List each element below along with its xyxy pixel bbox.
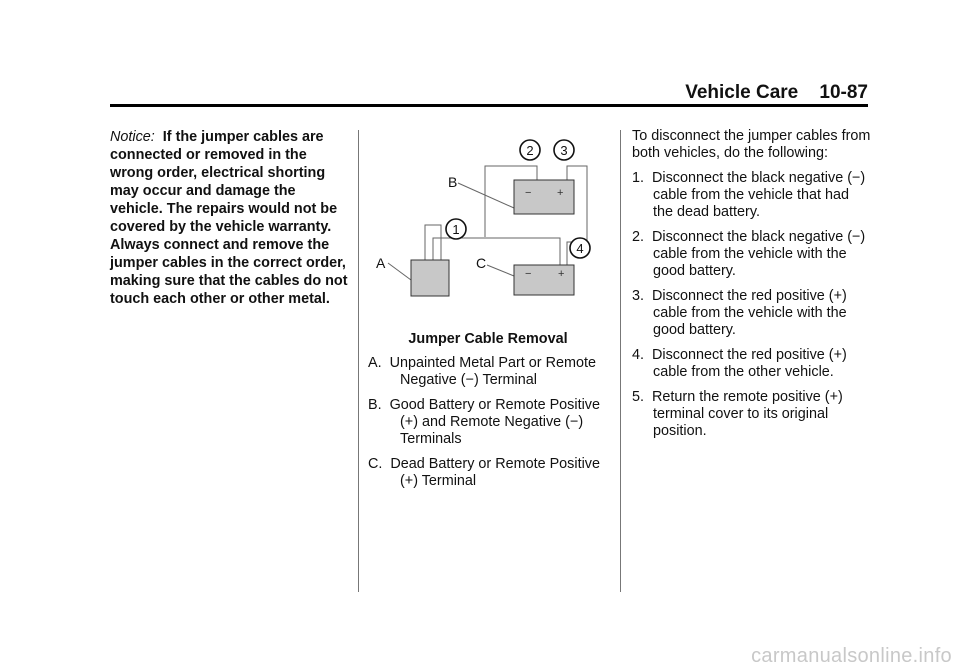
section-title: Vehicle Care — [685, 82, 799, 103]
leader-a — [388, 263, 411, 280]
legend-text: Good Battery or Remote Positive (+) and Remote Negative (−) Terminals — [389, 397, 600, 447]
leader-c — [487, 265, 514, 276]
label-c: C — [476, 255, 487, 271]
step-text: Disconnect the red positive (+) cable from the other vehicle. — [652, 347, 847, 380]
legend-item-b — [368, 397, 608, 448]
column-divider-right — [620, 130, 621, 592]
good-battery-minus: − — [525, 187, 532, 199]
step-num: 3. — [632, 288, 645, 304]
footer-watermark[interactable]: carmanualsonline.info — [751, 645, 952, 667]
label-b: B — [448, 174, 458, 190]
instruction-steps — [632, 170, 872, 440]
step-text: Disconnect the black negative (−) cable from the vehicle with the good battery. — [652, 229, 866, 279]
step-2 — [632, 229, 872, 280]
figure-column — [368, 128, 608, 490]
step-text: Disconnect the black negative (−) cable from the vehicle that had the dead battery. — [652, 170, 866, 220]
dead-battery — [514, 265, 574, 295]
step-num: 4. — [632, 347, 645, 363]
good-battery — [514, 180, 574, 214]
step-3 — [632, 288, 872, 339]
step-5 — [632, 389, 872, 440]
dead-battery-minus: − — [525, 268, 532, 280]
legend-key: A. — [368, 355, 382, 371]
legend-text: Dead Battery or Remote Positive (+) Terminal — [390, 456, 600, 489]
notice-text: If the jumper cables are connected or removed in the wrong order, electrical shorting may occur and damage the vehicle. The repairs would not be covered by the vehicle warranty. Always connect and remove the jumper cables in the correct order, making sure that the cables do not touch each other or other metal. — [110, 129, 348, 307]
callout-1: 1 — [452, 222, 460, 237]
instructions-intro: To disconnect the jumper cables from both vehicles, do the following: — [632, 128, 871, 161]
header-rule — [110, 104, 868, 107]
step-text: Return the remote positive (+) terminal cover to its original position. — [652, 389, 843, 439]
page-number: 10-87 — [819, 82, 868, 103]
step-4 — [632, 347, 872, 381]
callout-2: 2 — [526, 143, 534, 158]
good-battery-plus: + — [557, 187, 564, 199]
header-title — [685, 82, 868, 104]
jumper-cable-diagram — [368, 128, 608, 318]
column-divider-left — [358, 130, 359, 592]
cable-a-3 — [433, 238, 560, 265]
callout-4: 4 — [576, 241, 584, 256]
notice-block — [110, 128, 348, 308]
callout-3: 3 — [560, 143, 568, 158]
leader-b — [458, 183, 514, 208]
legend-item-a — [368, 355, 608, 389]
step-1 — [632, 170, 872, 221]
notice-label: Notice: — [110, 129, 155, 145]
dead-battery-plus: + — [558, 268, 565, 280]
label-a: A — [376, 255, 386, 271]
metal-part — [411, 260, 449, 296]
step-text: Disconnect the red positive (+) cable from the vehicle with the good battery. — [652, 288, 847, 338]
legend-text: Unpainted Metal Part or Remote Negative (−) Terminal — [389, 355, 596, 388]
legend-key: C. — [368, 456, 383, 472]
page-header — [0, 0, 960, 108]
figure-caption: Jumper Cable Removal — [408, 331, 568, 347]
step-num: 1. — [632, 170, 645, 186]
legend-key: B. — [368, 397, 382, 413]
step-num: 2. — [632, 229, 645, 245]
legend-item-c — [368, 456, 608, 490]
step-num: 5. — [632, 389, 645, 405]
instructions-column — [632, 128, 872, 448]
